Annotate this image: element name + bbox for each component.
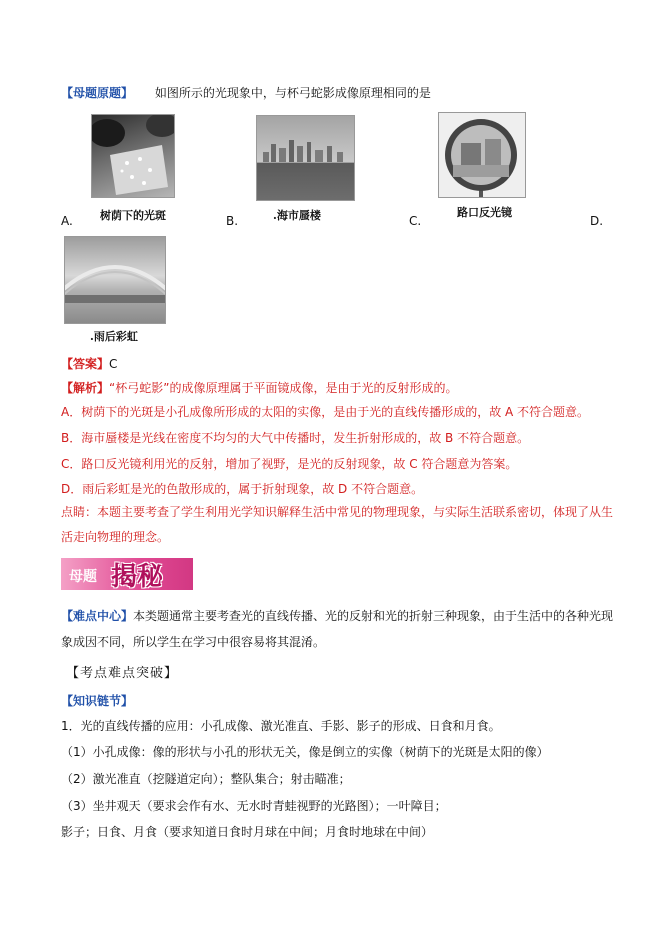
tree-shade-image (92, 115, 174, 197)
analysis-intro: “杯弓蛇影”的成像原理属于平面镜成像，是由于光的反射形成的。 (109, 381, 458, 395)
photo-tree-shade (91, 114, 175, 198)
knowledge-line-2: （1）小孔成像：像的形状与小孔的形状无关，像是倒立的实像（树荫下的光斑是太阳的像） (61, 745, 549, 759)
analysis-line-b: B．海市蜃楼是光线在密度不均匀的大气中传播时，发生折射形成的，故 B 不符合题意。 (61, 431, 530, 445)
option-b-letter: B. (226, 214, 239, 228)
analysis-comment-2: 活走向物理的理念。 (61, 530, 170, 544)
mother-question-banner (61, 558, 193, 590)
option-d-letter: D. (590, 214, 604, 228)
analysis-intro-line (61, 379, 457, 396)
knowledge-line-1: 1．光的直线传播的应用：小孔成像、激光准直、手影、影子的形成、日食和月食。 (61, 719, 501, 733)
caption-d: .雨后彩虹 (90, 330, 138, 343)
knowledge-line-5: 影子；日食、月食（要求知道日食时月球在中间；月食时地球在中间） (61, 825, 434, 839)
answer-value: C (109, 357, 118, 371)
caption-a: 树荫下的光斑 (100, 209, 166, 222)
photo-mirage (256, 115, 355, 201)
banner-small-text: 母题 (69, 569, 97, 585)
knowledge-line-3: （2）激光准直（挖隧道定向）；整队集合；射击瞄准； (61, 772, 351, 786)
question-label: 【母题原题】 (61, 86, 134, 100)
photo-rainbow (64, 236, 166, 324)
knowledge-label: 【知识链节】 (61, 694, 134, 708)
analysis-line-a: A．树荫下的光斑是小孔成像所形成的太阳的实像，是由于光的直线传播形成的，故 A 不符合题意。 (61, 405, 590, 419)
breakthrough-heading: 【考点难点突破】 (66, 666, 179, 681)
question-text: 如图所示的光现象中，与杯弓蛇影成像原理相同的是 (154, 86, 431, 100)
answer-line (61, 355, 117, 372)
convex-mirror-image (439, 113, 525, 197)
caption-b: .海市蜃楼 (273, 209, 321, 222)
analysis-line-c: C．路口反光镜利用光的反射，增加了视野，是光的反射现象，故 C 符合题意为答案。 (61, 457, 518, 471)
difficulty-label: 【难点中心】 (61, 609, 134, 623)
analysis-label: 【解析】 (61, 381, 110, 395)
caption-c: 路口反光镜 (457, 206, 512, 219)
difficulty-text-1: 本类题通常主要考查光的直线传播、光的反射和光的折射三种现象，由于生活中的各种光现 (133, 609, 614, 623)
option-a-letter: A. (61, 214, 73, 228)
mirage-image (257, 116, 354, 200)
photo-convex-mirror (438, 112, 526, 198)
rainbow-image (65, 237, 165, 323)
analysis-comment-1: 点睛：本题主要考查了学生利用光学知识解释生活中常见的物理现象，与实际生活联系密切，体现了从生 (61, 505, 614, 519)
difficulty-line-2: 象成因不同，所以学生在学习中很容易将其混淆。 (61, 635, 326, 649)
answer-label: 【答案】 (61, 357, 110, 371)
question-line (61, 84, 431, 101)
knowledge-line-4: （3）坐井观天（要求会作有水、无水时青蛙视野的光路图）；一叶障目； (61, 799, 447, 813)
banner-big-text: 揭秘 (111, 562, 164, 592)
option-c-letter: C. (409, 214, 422, 228)
analysis-line-d: D．雨后彩虹是光的色散形成的，属于折射现象，故 D 不符合题意。 (61, 482, 424, 496)
difficulty-line-1 (61, 607, 613, 624)
